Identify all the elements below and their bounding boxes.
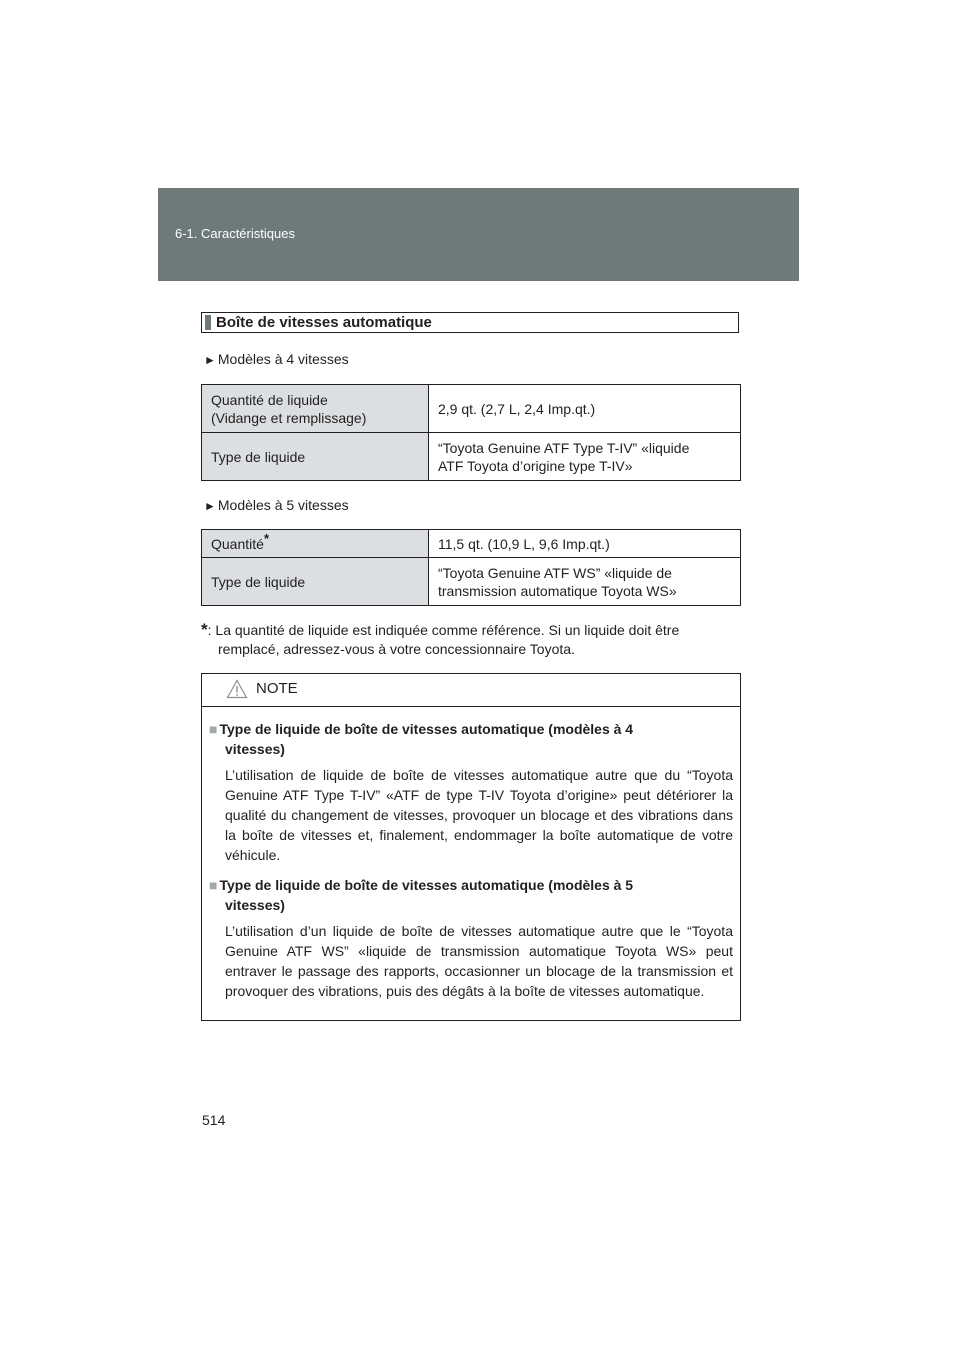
square-bullet-icon: ■ (209, 877, 218, 893)
section-title-bar (205, 315, 211, 330)
key-line: (Vidange et remplissage) (211, 409, 367, 426)
square-bullet-icon: ■ (209, 721, 218, 737)
value-line: “Toyota Genuine ATF Type T-IV” «liquide (438, 439, 690, 456)
heading-line: vitesses) (225, 741, 285, 757)
warning-triangle-icon (226, 679, 248, 699)
footnote-asterisk: * (201, 620, 208, 639)
key-text: Quantité (211, 535, 264, 552)
note-item (209, 719, 733, 865)
heading-line: vitesses) (225, 897, 285, 913)
footnote-line: remplacé, adressez-vous à votre concessionnaire Toyota. (218, 641, 575, 657)
page-number: 514 (202, 1112, 226, 1128)
note-item-text: L’utilisation de liquide de boîte de vitesses automatique autre que du “Toyota Genuine ATF Type T-IV” «ATF de type T-IV Toyota d’origine» peut détériorer la qualité du changement de vitesses, provoquer un blocage et des vibrations dans la boîte de vitesses et, finalement, endommager la boîte automatique de votre véhicule. (225, 767, 733, 863)
note-item-heading (209, 719, 733, 759)
table-key-cell (202, 385, 429, 433)
table-row (202, 558, 741, 606)
spec-table-5-speed (201, 529, 741, 606)
note-label: NOTE (256, 680, 298, 697)
value-line: ATF Toyota d’origine type T-IV» (438, 457, 633, 474)
table-value-cell: 2,9 qt. (2,7 L, 2,4 Imp.qt.) (429, 385, 741, 433)
section-title-text: Boîte de vitesses automatique (216, 314, 432, 331)
table-row (202, 530, 741, 558)
section-label: 6-1. Caractéristiques (175, 226, 295, 241)
table-value-cell (429, 433, 741, 481)
subheading-text: Modèles à 5 vitesses (217, 497, 349, 513)
note-item-text: L’utilisation d’un liquide de boîte de vitesses automatique autre que le “Toyota Genuine ATF WS” «liquide de transmission automatique Toyota WS» peut entraver le passage des rapports, occasionner un blocage de la transmission et provoquer des vibrations, puis des dégâts à la boîte de vitesses automatique. (225, 923, 733, 999)
chapter-header-band (158, 188, 799, 281)
section-title (201, 312, 739, 333)
triangle-bullet-icon: ► (204, 353, 216, 367)
table-value-cell: 11,5 qt. (10,9 L, 9,6 Imp.qt.) (429, 530, 741, 558)
value-line: transmission automatique Toyota WS» (438, 582, 677, 599)
note-body (202, 707, 740, 1001)
triangle-bullet-icon: ► (204, 499, 216, 513)
table-key-cell (202, 530, 429, 558)
note-item (209, 875, 733, 1001)
heading-line: Type de liquide de boîte de vitesses automatique (modèles à 4 (219, 721, 634, 737)
note-header (202, 674, 740, 707)
heading-line: Type de liquide de boîte de vitesses automatique (modèles à 5 (219, 877, 634, 893)
key-line: Quantité de liquide (211, 391, 328, 408)
table-row (202, 385, 741, 433)
note-box (201, 673, 741, 1021)
footnote (201, 620, 739, 659)
table-key-cell: Type de liquide (202, 558, 429, 606)
value-line: “Toyota Genuine ATF WS” «liquide de (438, 564, 672, 581)
subheading-5-speed (204, 497, 349, 514)
table-row (202, 433, 741, 481)
subheading-4-speed (204, 351, 349, 368)
note-item-heading (209, 875, 733, 915)
table-value-cell (429, 558, 741, 606)
footnote-line: : La quantité de liquide est indiquée comme référence. Si un liquide doit être (207, 622, 680, 638)
subheading-text: Modèles à 4 vitesses (217, 351, 349, 367)
asterisk-mark: * (263, 530, 269, 546)
table-key-cell: Type de liquide (202, 433, 429, 481)
spec-table-4-speed (201, 384, 741, 481)
